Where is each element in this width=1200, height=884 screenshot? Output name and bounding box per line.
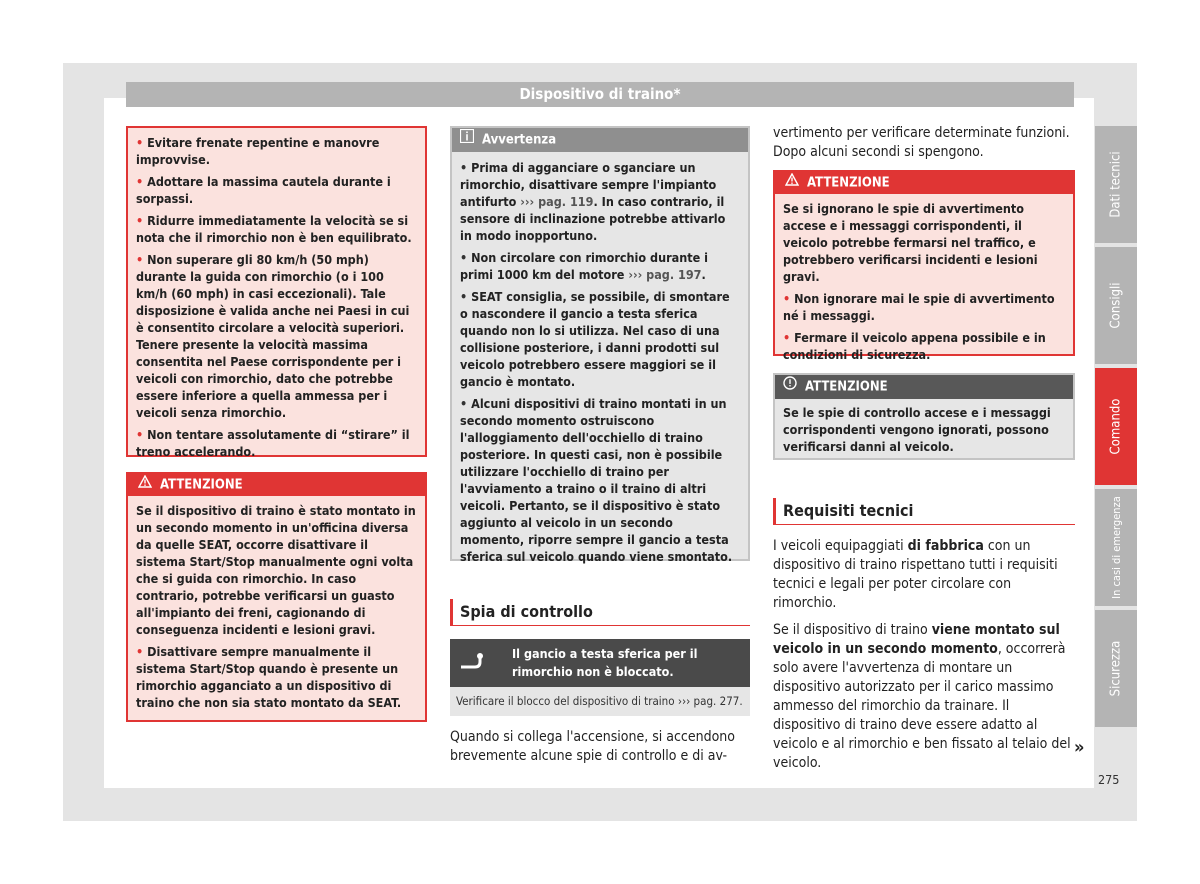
page-link[interactable]: ››› pag. 197 bbox=[628, 267, 702, 282]
list-item: • Ridurre immediatamente la velocità se si nota che il rimorchio non è ben equilibrato. bbox=[136, 213, 412, 245]
body-paragraph: Quando si collega l'accensione, si accendono brevemente alcune spie di controllo e di av- bbox=[450, 729, 735, 764]
warning-header: ATTENZIONE bbox=[128, 474, 425, 496]
caution-header: ATTENZIONE bbox=[775, 375, 1073, 399]
tow-hook-icon bbox=[459, 653, 485, 675]
indicator-footer: Verificare il blocco del dispositivo di traino ››› pag. 277. bbox=[450, 687, 750, 716]
left-column bbox=[126, 126, 427, 722]
section-title: Spia di controllo bbox=[450, 599, 750, 626]
chapter-title: Dispositivo di traino* bbox=[126, 82, 1074, 107]
page-link[interactable]: ››› pag. 277. bbox=[677, 694, 743, 708]
list-item: • SEAT consiglia, se possibile, di smontare o nascondere il gancio a testa sferica quando non lo si utilizza. Nel caso di una collisione posteriore, i danni prodotti sul veicolo potrebbero essere maggiori se il gancio è montato. bbox=[460, 289, 730, 389]
list-item: • Non superare gli 80 km/h (50 mph) durante la guida con rimorchio (o i 100 km/h (60 mph) in casi eccezionali). Tale disposizione è valida anche nei Paesi in cui è consentito circolare a velocità superiori. Tenere presente la velocità massima consentita nel Paese corrispondente per i veicoli con rimorchio, dato che potrebbe essere inferiore a quella ammessa per i veicoli senza rimorchio. bbox=[136, 252, 410, 420]
continue-icon: » bbox=[1074, 737, 1085, 758]
caution-box: ATTENZIONE Se le spie di controllo accese e i messaggi corrispondenti vengono ignorati, possono verificarsi danni al veicolo. bbox=[773, 373, 1075, 460]
page-number: 275 bbox=[1098, 772, 1120, 787]
warning-triangle-icon bbox=[138, 474, 152, 496]
body-paragraph: I veicoli equipaggiati di fabbrica con un dispositivo di traino rispettano tutti i requisiti tecnici e legali per poter circolare con rimorchio. bbox=[773, 538, 1058, 611]
page-link[interactable]: ››› pag. 119 bbox=[520, 194, 594, 209]
list-item: • Alcuni dispositivi di traino montati in un secondo momento ostruiscono l'alloggiamento dell'occhiello di traino posteriore. In questi casi, non è possibile utilizzare l'occhiello di traino per l'avviamento a traino o il traino di altri veicoli. Pertanto, se il dispositivo è stato aggiunto al veicolo in un secondo momento, riporre sempre il gancio a testa sferica sul veicolo quando viene smontato. bbox=[460, 396, 733, 564]
list-item: • Adottare la massima cautela durante i sorpassi. bbox=[136, 174, 391, 206]
list-item: • Prima di agganciare o sganciare un rimorchio, disattivare sempre l'impianto antifurto ››› pag. 119. In caso contrario, il sensore di inclinazione potrebbe attivarlo in modo inopportuno. bbox=[460, 160, 726, 243]
note-box bbox=[450, 126, 750, 564]
warning-box: ATTENZIONE Se si ignorano le spie di avvertimento accese e i messaggi corrispondenti, il veicolo potrebbe fermarsi nel traffico, e potrebbero verificarsi incidenti e lesioni gravi. • Non ignorare mai le spie di avvertimento né i messaggi. • Fermare il veicolo appena possibile e in condizioni di sicurezza. bbox=[773, 170, 1075, 356]
warning-box-continued bbox=[126, 126, 427, 457]
tab-consigli[interactable]: Consigli bbox=[1095, 247, 1137, 364]
list-item: • Non tentare assolutamente di “stirare” il treno accelerando. bbox=[136, 427, 410, 459]
list-item: • Evitare frenate repentine e manovre improvvise. bbox=[136, 135, 380, 167]
indicator-box bbox=[450, 639, 750, 687]
indicator-text: Il gancio a testa sferica per il rimorchio non è bloccato. bbox=[512, 646, 698, 679]
right-column bbox=[773, 126, 1075, 781]
middle-column bbox=[450, 126, 750, 774]
list-item: • Non circolare con rimorchio durante i primi 1000 km del motore ››› pag. 197. bbox=[460, 250, 709, 282]
body-text bbox=[773, 537, 1075, 773]
tab-sicurezza[interactable]: Sicurezza bbox=[1095, 610, 1137, 727]
warning-box: ATTENZIONE Se il dispositivo di traino è stato montato in un secondo momento in un'officina diversa da quelle SEAT, occorre disattivare il sistema Start/Stop manualmente ogni volta che si guida con rimorchio. In caso contrario, potrebbe verificarsi un guasto all'impianto dei freni, cagionando di conseguenza incidenti e lesioni gravi. • Disattivare sempre manualmente il sistema Start/Stop quando è presente un rimorchio agganciato a un dispositivo di traino che non sia stato montato da SEAT. bbox=[126, 472, 427, 722]
info-icon bbox=[460, 128, 474, 152]
list-item: • Fermare il veicolo appena possibile e in condizioni di sicurezza. bbox=[783, 330, 1046, 362]
section-title: Requisiti tecnici bbox=[773, 498, 1075, 525]
warning-triangle-icon bbox=[785, 172, 799, 194]
list-item: • Non ignorare mai le spie di avvertimento né i messaggi. bbox=[783, 291, 1055, 323]
tab-dati-tecnici[interactable]: Dati tecnici bbox=[1095, 126, 1137, 243]
note-header: Avvertenza bbox=[452, 128, 748, 152]
body-paragraph: vertimento per verificare determinate funzioni. Dopo alcuni secondi si spengono. bbox=[773, 125, 1070, 160]
tab-comando[interactable]: Comando bbox=[1095, 368, 1137, 485]
warning-header: ATTENZIONE bbox=[775, 172, 1073, 194]
tab-in-casi-di-emergenza[interactable]: In casi di emergenza bbox=[1095, 489, 1137, 606]
exclamation-circle-icon bbox=[783, 375, 797, 399]
body-paragraph: Se il dispositivo di traino viene montato sul veicolo in un secondo momento, occorrerà solo avere l'avvertenza di montare un dispositivo autorizzato per il carico massimo ammesso del rimorchio da trainare. Il dispositivo di traino deve essere adatto al veicolo e al rimorchio e ben fissato al telaio del veicolo. bbox=[773, 622, 1071, 771]
list-item: • Disattivare sempre manualmente il sistema Start/Stop quando è presente un rimorchio agganciato a un dispositivo di traino che non sia stato montato da SEAT. bbox=[136, 644, 402, 710]
